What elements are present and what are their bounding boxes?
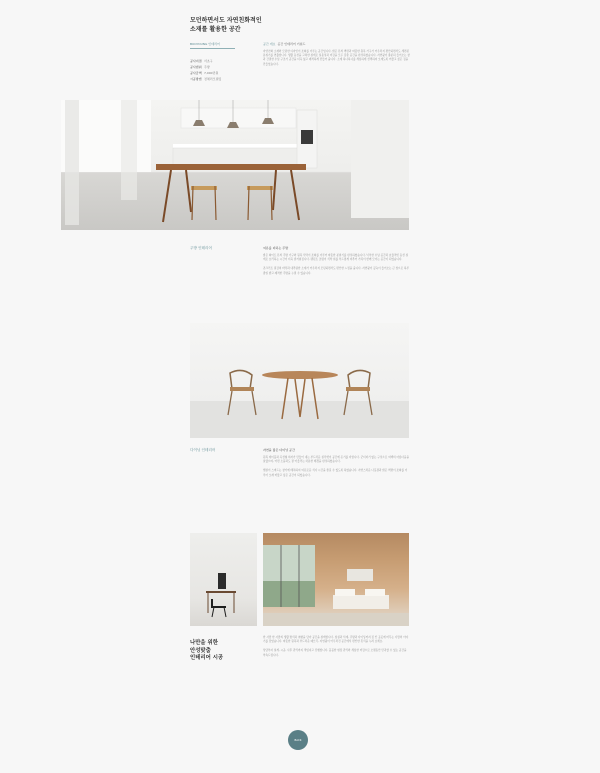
- final-title: [190, 640, 223, 663]
- bedroom-photo: [263, 533, 409, 626]
- chair-legs: [248, 186, 272, 220]
- page-title-line-1: 모던하면서도 자연친화적인: [190, 17, 262, 24]
- back-button[interactable]: BACK: [288, 730, 308, 750]
- page-title: [190, 16, 350, 34]
- dining-photo: [190, 323, 409, 438]
- curtain-left: [65, 100, 79, 225]
- dining-table-top: [156, 164, 306, 170]
- info-value: 전체리모델링: [204, 77, 222, 81]
- info-key: 공사지점: [190, 59, 202, 63]
- info-table: [190, 58, 250, 82]
- bed: [333, 595, 389, 609]
- wall-art: [347, 569, 373, 581]
- chair-back-right: [348, 370, 370, 389]
- bedroom-illustration: [263, 533, 409, 626]
- chair-seat-right: [346, 387, 370, 391]
- kitchen-illustration: [61, 100, 409, 230]
- bedroom-floor: [263, 613, 409, 626]
- kitchen-photo: [61, 100, 409, 230]
- info-value: 서초구: [204, 59, 213, 63]
- section-kitchen-paragraph-2: 콘크리트 질감의 바닥과 내추럴한 소재가 어우러져 모던하면서도 편안한 느낌을 줍니다. 자연광이 깊숙이 들어오는 큰 창으로 하루 종일 밝고 쾌적한 주방을 누릴 수 있습니다.: [263, 267, 409, 275]
- round-table-top: [262, 371, 338, 379]
- section-dining-heading: 자연을 닮은 다이닝 공간: [263, 448, 295, 452]
- final-title-line-2: 안성맞춤: [190, 647, 211, 654]
- pillow: [365, 589, 385, 596]
- mirror: [218, 573, 226, 589]
- final-body: [263, 636, 409, 658]
- intro-heading-text: 공간 인테리어 키워드: [277, 42, 306, 46]
- info-key: 공사금액: [190, 71, 202, 75]
- info-value: 주방: [204, 65, 210, 69]
- desk-chair: [212, 599, 226, 607]
- floor: [190, 401, 409, 438]
- desk-top: [206, 591, 236, 593]
- page-title-line-2: 소재를 활용한 공간: [190, 26, 241, 33]
- table-leg: [186, 170, 191, 212]
- section-dining-body: [263, 448, 409, 478]
- final-title-line-1: 나만을 위한: [190, 640, 218, 646]
- info-heading: BOOYOUNG 인테리어: [190, 42, 220, 46]
- chair-legs: [192, 186, 216, 220]
- info-key: 시공방법: [190, 77, 202, 81]
- desk-illustration: [190, 533, 257, 626]
- section-kitchen-label: 주방 인테리어: [190, 246, 212, 250]
- section-dining-paragraph-2: 햇살이 스며드는 창가에 배치하여 여유로운 식사 시간을 즐길 수 있도록 하였습니다. 자연스러운 나뭇결과 밝은 벽면이 조화를 이루어 오래 머물고 싶은 공간이 되었습니다.: [263, 469, 408, 477]
- table-leg: [163, 170, 171, 222]
- dining-illustration: [190, 323, 409, 438]
- desk-photo: [190, 533, 257, 626]
- counter-top: [173, 144, 303, 148]
- intro-heading-label: 공간 개요: [263, 42, 276, 46]
- section-kitchen-heading: 여유를 더하는 주방: [263, 246, 289, 250]
- table-leg: [273, 170, 276, 210]
- intro-paragraph: 자연친화 소재와 모던한 디자인이 조화를 이루는 공간입니다. 밝은 톤의 벽면과 따뜻한 원목 가구가 어우러져 편안하면서도 세련된 분위기를 연출합니다. 생활 동선을 고려한 설계로 실용성과 미감을 모두 갖춘 공간을 완성하였습니다. 자연광이 충분히 들어오는 창과 간결한 수납 구조가 공간을 더욱 넓고 쾌적하게 만들어 줍니다. 소재 하나하나를 세심하게 선택하여 오래도록 머물고 싶은 집을 만들었습니다.: [263, 50, 410, 66]
- section-kitchen-body: [263, 246, 409, 276]
- final-paragraph-1: 한 사람 한 사람의 생활 방식과 취향을 담아 공간을 설계합니다. 침실과 서재, 주방과 다이닝까지 집 안 곳곳에 머무는 사람의 이야기를 담았습니다. 따뜻한 원목과 부드러운 패브릭, 자연광이 어우러진 공간에서 편안한 휴식을 누려 보세요.: [263, 636, 409, 644]
- final-paragraph-2: 상담부터 설계, 시공, 사후 관리까지 책임지고 진행합니다. 꼼꼼한 현장 관리와 세심한 마감으로 오랫동안 만족할 수 있는 공간을 약속드립니다.: [263, 649, 407, 657]
- chair-seat: [247, 186, 273, 190]
- window-greenery: [263, 581, 315, 607]
- info-row-method: [190, 76, 250, 82]
- right-wall: [351, 100, 409, 218]
- intro-block: [263, 42, 411, 67]
- chair-back-left: [230, 370, 252, 389]
- info-value: 7,000만원: [204, 71, 219, 75]
- info-divider: [190, 48, 235, 49]
- chair-seat: [191, 186, 217, 190]
- section-dining-label: 다이닝 인테리어: [190, 448, 216, 452]
- section-kitchen-paragraph-1: 밝은 화이트 톤의 주방 가구와 원목 식탁이 조화를 이루어 따뜻한 분위기를 완성하였습니다. 넉넉한 수납 공간과 효율적인 동선 설계로 요리하는 시간이 더욱 즐거워집니다. 펜던트 조명이 식탁 위를 부드럽게 비추어 가족이 함께 모이는 공간이 되었습니다.: [263, 254, 409, 262]
- section-dining-paragraph-1: 원목 테이블과 곡선형 의자가 만들어 내는 부드러운 실루엣이 공간에 온기를 더합니다. 군더더기 없는 구성으로 여백의 아름다움을 살렸으며, 어떤 소품과도 잘 어울리는 차분한 배경을 완성하였습니다.: [263, 456, 409, 464]
- chair-seat-left: [230, 387, 254, 391]
- oven: [301, 130, 313, 144]
- final-title-line-3: 인테리어 시공: [190, 655, 224, 661]
- curtain-mid: [121, 100, 137, 200]
- pillow: [335, 589, 355, 596]
- intro-heading: [263, 42, 411, 46]
- desk-chair-legs: [212, 607, 226, 617]
- info-key: 공사범위: [190, 65, 202, 69]
- table-leg: [291, 170, 299, 220]
